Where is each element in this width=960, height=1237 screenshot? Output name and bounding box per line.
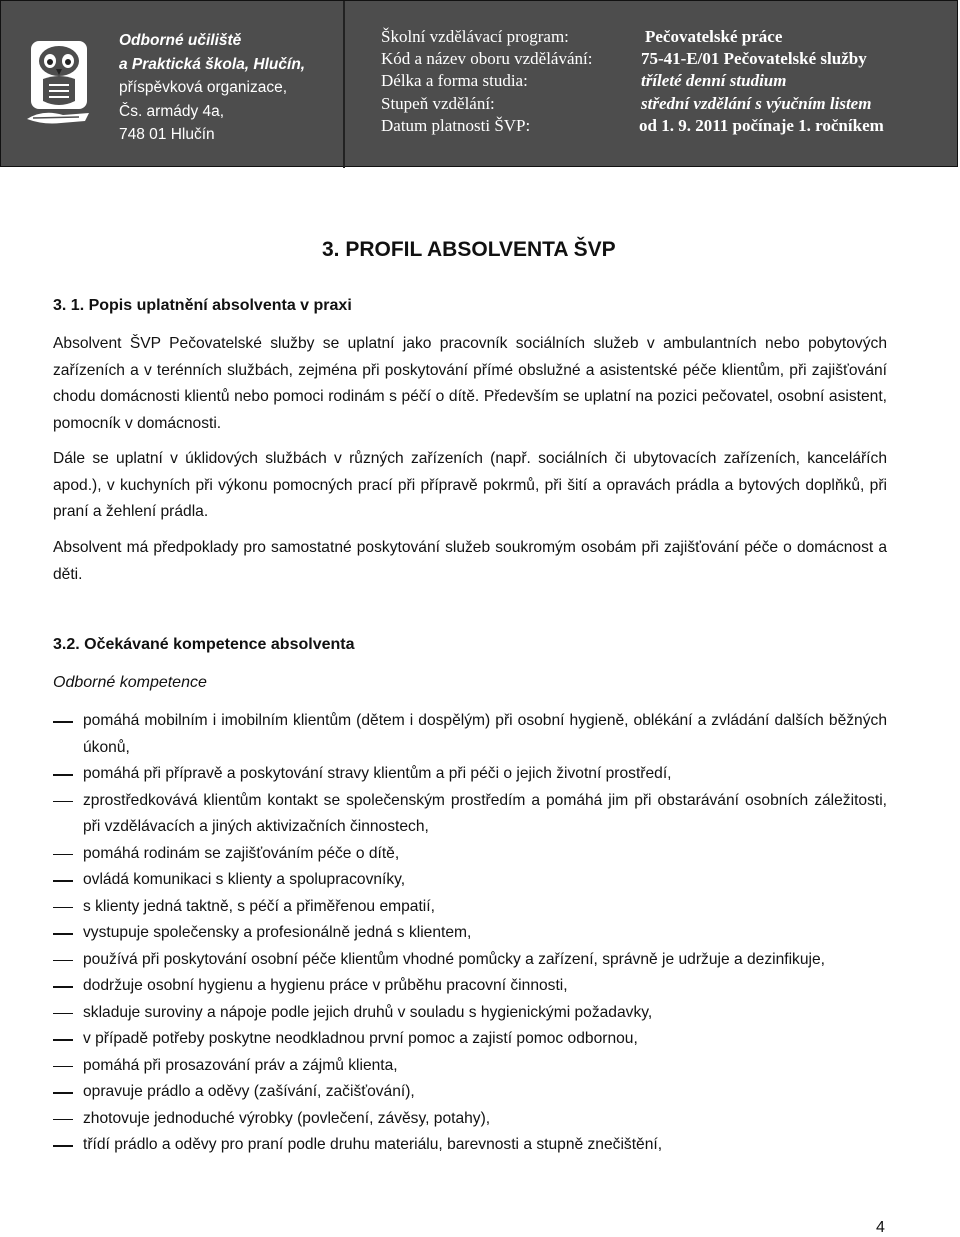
level-value: střední vzdělání s výučním listem [641,93,872,113]
school-line-4: Čs. armády 4a, [119,102,225,120]
list-item-text: pomáhá při přípravě a poskytování stravy klientům a při péči o jejich životní prostředí, [83,765,672,782]
school-line-5: 748 01 Hlučín [119,126,215,143]
list-item-text: ovládá komunikaci s klienty a spolupracovníky, [83,871,406,888]
list-item-text: vystupuje společensky a profesionálně jedná s klientem, [83,924,472,941]
list-item-text: skladuje suroviny a nápoje podle jejich druhů v souladu s hygienickými požadavky, [83,1003,653,1021]
code-label: Kód a název oboru vzdělávání: [381,49,593,69]
list-item-text: s klienty jedná taktně, s péčí a přiměřenou empatií, [83,897,435,915]
list-item-text: v případě potřeby poskytne neodkladnou první pomoc a zajistí pomoc odbornou, [83,1030,638,1047]
list-item [53,894,887,921]
list-item-text: dodržuje osobní hygienu a hygienu práce v průběhu pracovní činnosti, [83,977,568,994]
validity-label: Datum platnosti ŠVP: [381,115,531,135]
list-item [53,1000,887,1027]
list-item [53,973,887,1000]
program-label: Školní vzdělávací program: [381,27,569,46]
list-item-text: třídí prádlo a oděvy pro praní podle druhu materiálu, barevnosti a stupně znečištění, [83,1136,663,1153]
list-item-text: pomáhá při prosazování práv a zájmů klienta, [83,1056,398,1074]
page-title: 3. PROFIL ABSOLVENTA ŠVP [322,238,616,261]
list-item [53,708,887,761]
owl-logo-icon [23,39,95,129]
school-line-3: příspěvková organizace, [119,79,288,96]
list-item [53,1132,887,1159]
paragraph-private-care: Absolvent má předpoklady pro samostatné poskytování služeb soukromým osobám při zajišťování péče o domácnost a děti. [53,539,887,583]
paragraph-employment: Absolvent ŠVP Pečovatelské služby se uplatní jako pracovník sociálních služeb v ambulantních nebo pobytových zařízeních a v terénních službách, zejména při poskytování přímé obslužné a asistentské péče klientům, při zajišťování chodu domácnosti klientů nebo pomoci rodinám s péčí o dítě. Především se uplatní na pozici pečovatel, osobní asistent, pomocník v domácnosti. [53,335,887,432]
list-item-text: opravuje prádlo a oděvy (zašívání, začišťování), [83,1083,415,1100]
list-item [53,788,887,841]
document-header [0,0,958,167]
validity-value: od 1. 9. 2011 počínaje 1. ročníkem [639,115,884,135]
list-item [53,761,887,788]
length-value: tříleté denní studium [641,71,787,91]
subheading-professional: Odborné kompetence [53,674,207,691]
list-item [53,1106,887,1133]
list-item [53,1026,887,1053]
length-label: Délka a forma studia: [381,71,528,91]
list-item-text: zhotovuje jednoduché výrobky (povlečení, závěsy, potahy), [83,1109,491,1127]
list-item [53,947,887,974]
list-item-text: používá při poskytování osobní péče klientům vhodné pomůcky a zařízení, správně je udržuje a dezinfikuje, [83,950,825,968]
list-item [53,867,887,894]
list-item [53,841,887,868]
paragraph-services: Dále se uplatní v úklidových službách v různých zařízeních (např. sociálních či ubytovacích zařízeních, kancelářích apod.), v kuchyních při výkonu pomocných prací při přípravě pokrmů, při šití a opravách prádla a bytových doplňků, při praní a žehlení prádla. [53,450,887,520]
list-item-text: pomáhá mobilním i imobilním klientům (dětem i dospělým) při osobní hygieně, oblékání a zvládání dalších běžných úkonů, [83,712,887,756]
list-item [53,1053,887,1080]
school-line-2: a Praktická škola, Hlučín, [119,55,306,73]
code-value: 75-41-E/01 Pečovatelské služby [641,49,867,69]
list-item-text: zprostředkovává klientům kontakt se společenským prostředím a pomáhá jim při obstarávání osobních záležitosti, při vzdělávacích a jiných aktivizačních činnostech, [83,791,887,835]
list-item [53,1079,887,1106]
list-item [53,920,887,947]
level-label: Stupeň vzdělání: [381,93,495,113]
program-value: Pečovatelské práce [645,27,783,46]
list-item-text: pomáhá rodinám se zajišťováním péče o dítě, [83,844,400,862]
school-line-1: Odborné učiliště [119,32,242,49]
school-block [1,1,345,168]
competence-list [53,708,887,1159]
school-name [119,29,305,147]
section-heading-3-2: 3.2. Očekávané kompetence absolventa [53,636,355,653]
page-number: 4 [876,1219,885,1236]
section-heading-3-1: 3. 1. Popis uplatnění absolventa v praxi [53,297,352,314]
